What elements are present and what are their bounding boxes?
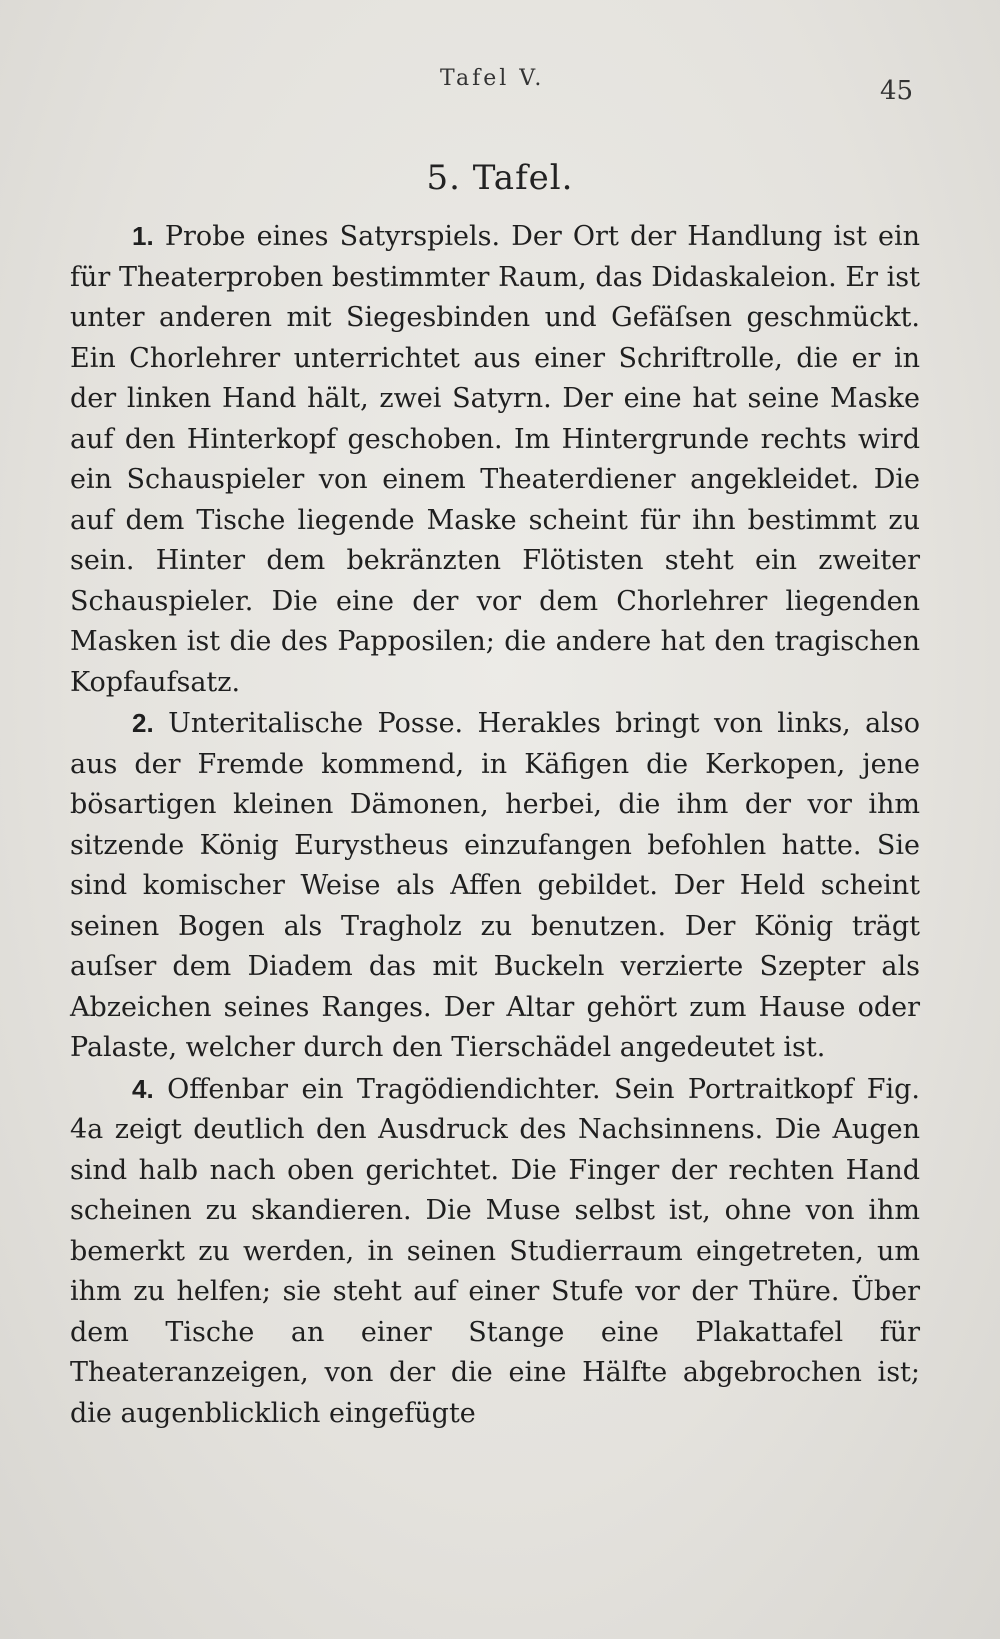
paragraph-text: Unteritalische Posse. Herakles bringt von links, also aus der Fremde kommend, in Käfigen die Kerkopen, jene bösartigen kleinen Dämonen, herbei, die ihm der vor ihm sitzende König Eurystheus einzufangen befohlen hatte. Sie sind komischer Weise als Affen gebildet. Der Held scheint seinen Bogen als Tragholz zu benutzen. Der König trägt auſser dem Diadem das mit Buckeln verzierte Szepter als Abzeichen seines Ranges. Der Altar gehört zum Hause oder Palaste, welcher durch den Tierschädel angedeutet ist. — [70, 708, 920, 1063]
paragraph-text: Probe eines Satyrspiels. Der Ort der Handlung ist ein für Theaterproben bestimmter Raum, das Didaskaleion. Er ist unter anderen mit Siegesbinden und Gefäſsen geschmückt. Ein Chorlehrer unterrichtet aus einer Schriftrolle, die er in der linken Hand hält, zwei Satyrn. Der eine hat seine Maske auf den Hinterkopf geschoben. Im Hintergrunde rechts wird ein Schauspieler von einem Theaterdiener angekleidet. Die auf dem Tische liegende Maske scheint für ihn bestimmt zu sein. Hinter dem bekränzten Flötisten steht ein zweiter Schauspieler. Die eine der vor dem Chorlehrer liegenden Masken ist die des Papposilen; die andere hat den tragischen Kopfaufsatz. — [70, 221, 920, 698]
section-title: 5. Tafel. — [426, 158, 574, 198]
paragraph-number: 2. — [132, 708, 154, 738]
paragraph-1 — [70, 216, 920, 703]
running-title: Tafel V. — [440, 66, 545, 91]
paragraph-2 — [70, 703, 920, 1069]
paragraph-text: Offenbar ein Tragödiendichter. Sein Portraitkopf Fig. 4a zeigt deutlich den Ausdruck des Nachsinnens. Die Augen sind halb nach oben gerichtet. Die Finger der rechten Hand scheinen zu skandieren. Die Muse selbst ist, ohne von ihm bemerkt zu werden, in seinen Studierraum eingetreten, um ihm zu helfen; sie steht auf einer Stufe vor der Thüre. Über dem Tische an einer Stange eine Plakattafel für Theateranzeigen, von der die eine Hälfte abgebrochen ist; die augenblicklich eingefügte — [70, 1073, 920, 1429]
page-number: 45 — [880, 76, 914, 106]
paragraph-number: 4. — [132, 1073, 154, 1104]
running-header — [0, 66, 1000, 106]
paragraph-4 — [70, 1069, 920, 1435]
paragraph-number: 1. — [132, 221, 154, 251]
body-text — [70, 216, 920, 1434]
